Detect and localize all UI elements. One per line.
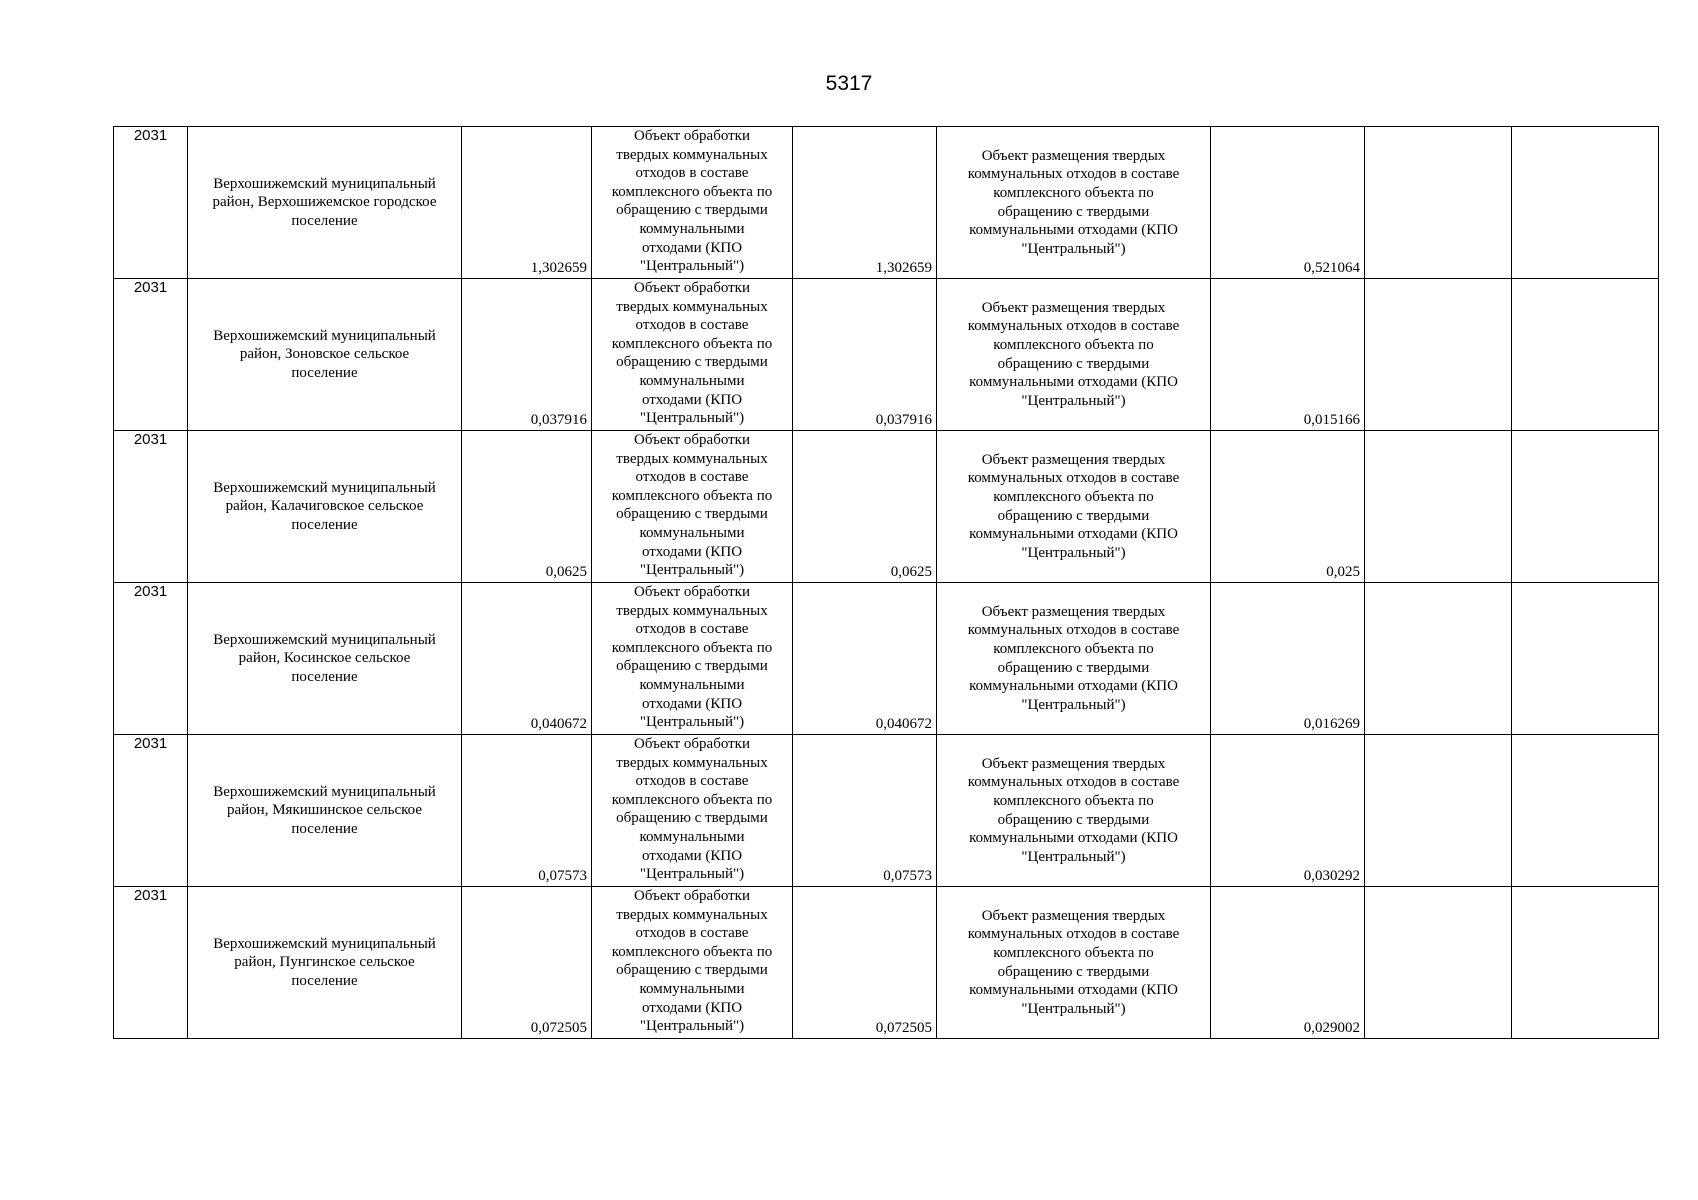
year-cell: 2031 [114, 279, 188, 431]
placement-facility-cell [937, 279, 1211, 431]
municipality-cell [188, 735, 462, 887]
processing-facility-text: Объект обработки твердых коммунальных отходов в составе комплексного объекта по обращению с твердыми коммунальными отходами (КПО "Центральный") [611, 584, 773, 731]
empty-cell [1512, 887, 1659, 1039]
table-row [114, 583, 1659, 735]
placement-facility-text: Объект размещения твердых коммунальных отходов в составе комплексного объекта по обращению с твердыми коммунальными отходами (КПО "Центральный") [967, 907, 1180, 1017]
empty-cell [1512, 279, 1659, 431]
page-number: 5317 [825, 72, 873, 95]
municipality-text: Верхошижемский муниципальный район, Пунгинское сельское поселение [213, 935, 436, 989]
table-row [114, 887, 1659, 1039]
processing-facility-cell [592, 279, 793, 431]
processed-mass-cell: 0,040672 [793, 583, 937, 735]
placement-facility-text: Объект размещения твердых коммунальных отходов в составе комплексного объекта по обращению с твердыми коммунальными отходами (КПО "Центральный") [967, 603, 1180, 713]
placement-facility-text: Объект размещения твердых коммунальных отходов в составе комплексного объекта по обращению с твердыми коммунальными отходами (КПО "Центральный") [967, 755, 1180, 865]
processing-facility-cell [592, 127, 793, 279]
placement-facility-text: Объект размещения твердых коммунальных отходов в составе комплексного объекта по обращению с твердыми коммунальными отходами (КПО "Центральный") [967, 147, 1180, 257]
year-cell: 2031 [114, 735, 188, 887]
table-row [114, 735, 1659, 887]
processing-facility-text: Объект обработки твердых коммунальных отходов в составе комплексного объекта по обращению с твердыми коммунальными отходами (КПО "Центральный") [611, 128, 773, 275]
processing-facility-cell [592, 887, 793, 1039]
year-cell: 2031 [114, 887, 188, 1039]
year-cell: 2031 [114, 583, 188, 735]
placed-mass-cell: 0,030292 [1211, 735, 1365, 887]
waste-flow-table [113, 126, 1659, 1039]
empty-cell [1512, 431, 1659, 583]
empty-cell [1512, 583, 1659, 735]
processing-facility-text: Объект обработки твердых коммунальных отходов в составе комплексного объекта по обращению с твердыми коммунальными отходами (КПО "Центральный") [611, 280, 773, 427]
empty-cell [1365, 887, 1512, 1039]
processed-mass-cell: 1,302659 [793, 127, 937, 279]
table-row [114, 431, 1659, 583]
placement-facility-text: Объект размещения твердых коммунальных отходов в составе комплексного объекта по обращению с твердыми коммунальными отходами (КПО "Центральный") [967, 299, 1180, 409]
municipality-cell [188, 431, 462, 583]
year-cell: 2031 [114, 431, 188, 583]
placement-facility-cell [937, 887, 1211, 1039]
processed-mass-cell: 0,07573 [793, 735, 937, 887]
processed-mass-cell: 0,0625 [793, 431, 937, 583]
placed-mass-cell: 0,521064 [1211, 127, 1365, 279]
municipality-cell [188, 127, 462, 279]
municipality-text: Верхошижемский муниципальный район, Верхошижемское городское поселение [212, 175, 437, 229]
placement-facility-cell [937, 583, 1211, 735]
municipality-cell [188, 583, 462, 735]
waste-mass-cell: 0,072505 [462, 887, 592, 1039]
empty-cell [1365, 127, 1512, 279]
municipality-cell [188, 887, 462, 1039]
processing-facility-cell [592, 583, 793, 735]
municipality-text: Верхошижемский муниципальный район, Калачиговское сельское поселение [213, 479, 436, 533]
waste-mass-cell: 0,0625 [462, 431, 592, 583]
table-row [114, 279, 1659, 431]
placement-facility-text: Объект размещения твердых коммунальных отходов в составе комплексного объекта по обращению с твердыми коммунальными отходами (КПО "Центральный") [967, 451, 1180, 561]
placed-mass-cell: 0,016269 [1211, 583, 1365, 735]
waste-mass-cell: 0,07573 [462, 735, 592, 887]
processing-facility-cell [592, 735, 793, 887]
processing-facility-text: Объект обработки твердых коммунальных отходов в составе комплексного объекта по обращению с твердыми коммунальными отходами (КПО "Центральный") [611, 736, 773, 883]
year-cell: 2031 [114, 127, 188, 279]
municipality-text: Верхошижемский муниципальный район, Косинское сельское поселение [213, 631, 436, 685]
processing-facility-cell [592, 431, 793, 583]
municipality-text: Верхошижемский муниципальный район, Мякишинское сельское поселение [213, 783, 436, 837]
placement-facility-cell [937, 735, 1211, 887]
empty-cell [1512, 735, 1659, 887]
table-row [114, 127, 1659, 279]
processing-facility-text: Объект обработки твердых коммунальных отходов в составе комплексного объекта по обращению с твердыми коммунальными отходами (КПО "Центральный") [611, 432, 773, 579]
processed-mass-cell: 0,072505 [793, 887, 937, 1039]
placed-mass-cell: 0,029002 [1211, 887, 1365, 1039]
empty-cell [1365, 431, 1512, 583]
municipality-cell [188, 279, 462, 431]
processed-mass-cell: 0,037916 [793, 279, 937, 431]
waste-mass-cell: 1,302659 [462, 127, 592, 279]
processing-facility-text: Объект обработки твердых коммунальных отходов в составе комплексного объекта по обращению с твердыми коммунальными отходами (КПО "Центральный") [611, 888, 773, 1035]
empty-cell [1512, 127, 1659, 279]
empty-cell [1365, 735, 1512, 887]
waste-mass-cell: 0,040672 [462, 583, 592, 735]
empty-cell [1365, 279, 1512, 431]
placement-facility-cell [937, 127, 1211, 279]
placement-facility-cell [937, 431, 1211, 583]
placed-mass-cell: 0,015166 [1211, 279, 1365, 431]
empty-cell [1365, 583, 1512, 735]
placed-mass-cell: 0,025 [1211, 431, 1365, 583]
waste-mass-cell: 0,037916 [462, 279, 592, 431]
municipality-text: Верхошижемский муниципальный район, Зоновское сельское поселение [213, 327, 436, 381]
